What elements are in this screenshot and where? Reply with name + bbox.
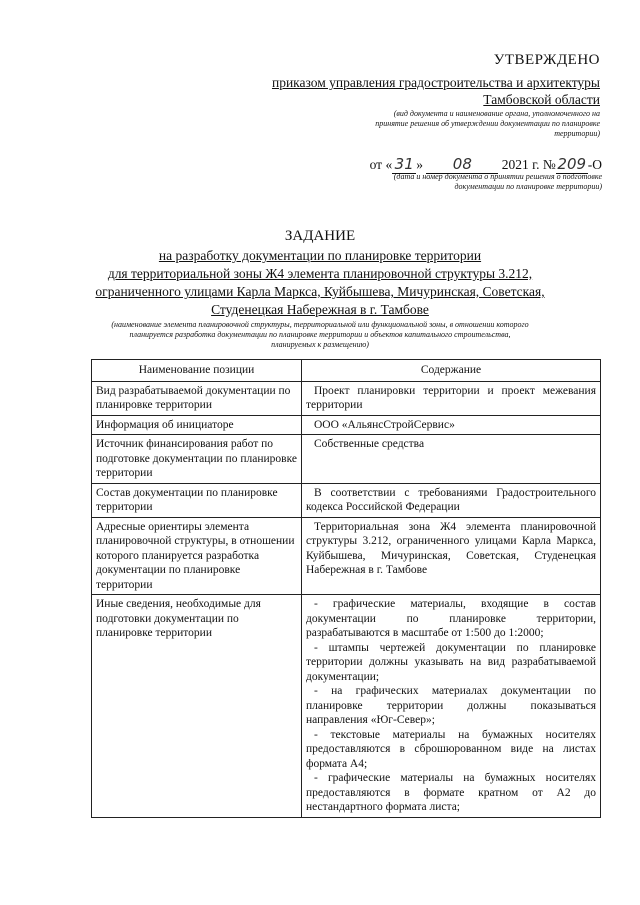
table-row xyxy=(92,517,601,595)
table-header-row xyxy=(92,360,601,382)
header-content: Содержание xyxy=(302,360,601,382)
task-table xyxy=(91,359,601,818)
date-month-handwritten: 08 xyxy=(426,155,498,174)
task-subtitle-line-2: для территориальной зоны Ж4 элемента планировочной структуры 3.212, xyxy=(107,266,533,281)
row-content-paragraph: ООО «АльянсСтройСервис» xyxy=(314,418,455,431)
date-note: (дата и номер документа о принятии решения о подготовке документации по планировке территории) xyxy=(393,172,602,191)
task-subtitle-line-1: на разработку документации по планировке территории xyxy=(158,248,482,263)
row-content-paragraph: Проект планировки территории и проект межевания территории xyxy=(306,384,596,411)
task-subtitle-line-4: Студенецкая Набережная в г. Тамбове xyxy=(211,302,429,317)
row-content xyxy=(302,381,601,415)
approval-note: (вид документа и наименование органа, уполномоченного на принятие решения об утверждении документации по планировке территории) xyxy=(375,109,600,138)
task-subtitle-line-3: ограниченного улицами Карла Маркса, Куйбышева, Мичуринская, Советская, xyxy=(95,284,545,299)
row-name: Иные сведения, необходимые для подготовки документации по планировке территории xyxy=(92,595,302,818)
row-name: Вид разрабатываемой документации по планировке территории xyxy=(92,381,302,415)
row-content xyxy=(302,415,601,435)
table-row xyxy=(92,483,601,517)
approval-authority-line: приказом управления градостроительства и архитектуры xyxy=(271,75,600,90)
row-content-paragraph: - графические материалы, входящие в состав документации по планировке территории, разрабатываются в масштабе от 1:500 до 1:2000; xyxy=(306,598,596,639)
date-suffix: -О xyxy=(587,157,602,172)
row-content-paragraph: Территориальная зона Ж4 элемента планировочной структуры 3.212, ограниченного улицами Карла Маркса, Куйбышева, Мичуринская, Советская, Студенецкая Набережная в г. Тамбове xyxy=(306,520,596,576)
approval-region-line: Тамбовской области xyxy=(483,92,600,107)
row-name: Информация об инициаторе xyxy=(92,415,302,435)
row-name: Состав документации по планировке территории xyxy=(92,483,302,517)
row-content-paragraph: - текстовые материалы на бумажных носителях предоставляются в сброшюрованном виде на листах формата А4; xyxy=(306,728,596,770)
table-row xyxy=(92,415,601,435)
task-title: ЗАДАНИЕ xyxy=(284,228,356,244)
document-number-handwritten: 209 xyxy=(557,155,587,173)
table-row xyxy=(92,595,601,818)
date-prefix: от « xyxy=(369,157,393,172)
row-content-paragraph: Собственные средства xyxy=(314,438,425,450)
row-content xyxy=(302,483,601,517)
row-content-paragraph: В соответствии с требованиями Градостроительного кодекса Российской Федерации xyxy=(306,486,596,513)
approval-title: УТВЕРЖДЕНО xyxy=(493,52,600,68)
row-name: Источник финансирования работ по подготовке документации по планировке территории xyxy=(92,435,302,484)
task-note: (наименование элемента планировочной структуры, территориальной или функциональной зоны, в отношении которого планируется разработка документации по планировке территории и объектов капитального строительства, планируемых к размещению) xyxy=(111,320,529,349)
row-content xyxy=(302,517,601,595)
table-row xyxy=(92,381,601,415)
date-day-handwritten: 31 xyxy=(392,155,416,174)
row-content-paragraph: - на графических материалах документации по планировке территории должны показываться направления «Юг-Север»; xyxy=(306,685,596,726)
date-year: 2021 г. № xyxy=(501,157,556,172)
row-content-paragraph: - штампы чертежей документации по планировке территории должны указывать на вид разрабатываемой документации; xyxy=(306,641,596,683)
header-position-name: Наименование позиции xyxy=(92,360,302,382)
row-content xyxy=(302,435,601,484)
row-content xyxy=(302,595,601,818)
row-name: Адресные ориентиры элемента планировочной структуры, в отношении которого планируется разработка документации по планировке территории xyxy=(92,517,302,595)
table-row xyxy=(92,435,601,484)
row-content-paragraph: - графические материалы на бумажных носителях предоставляются в формате кратном от А2 до нестандартного формата листа; xyxy=(306,772,596,813)
date-mid: » xyxy=(416,157,423,172)
